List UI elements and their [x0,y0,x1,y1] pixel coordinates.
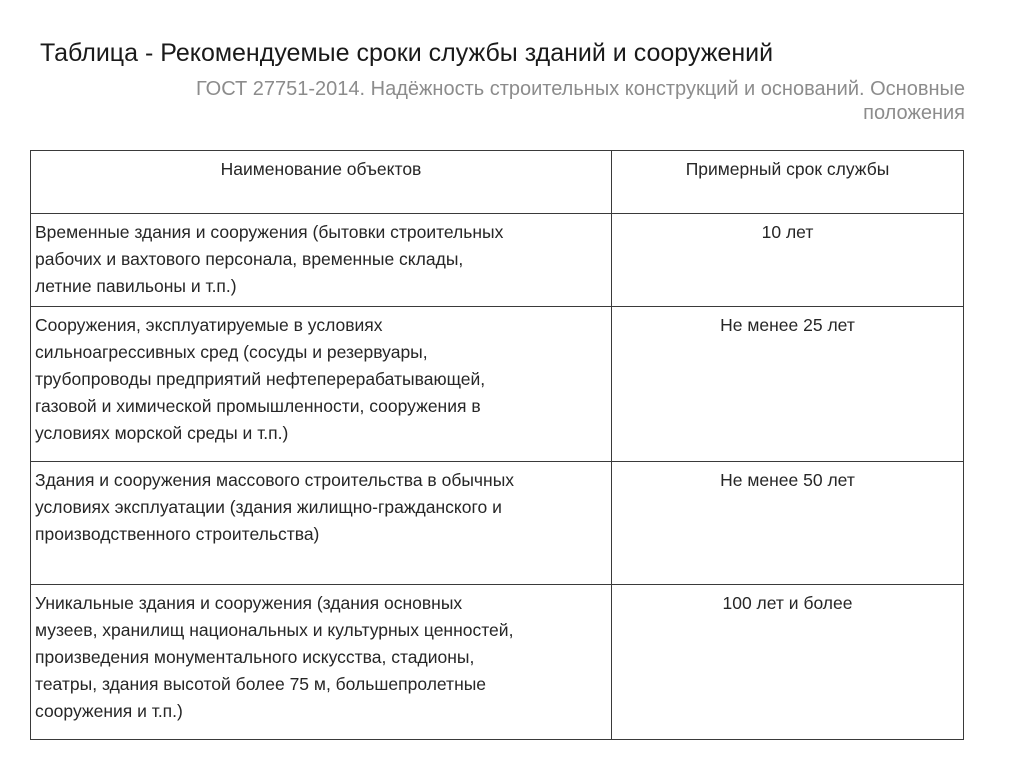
column-header-object-name: Наименование объектов [31,151,612,214]
cell-line: условиях эксплуатации (здания жилищно-гражданского и [35,497,502,517]
cell-line: Уникальные здания и сооружения (здания основных [35,593,463,613]
data-table [30,150,964,740]
service-life-cell: 100 лет и более [612,585,964,740]
cell-line: трубопроводы предприятий нефтеперерабатывающей, [35,369,486,389]
cell-line: произведения монументального искусства, стадионы, [35,647,475,667]
table-row [31,462,964,585]
cell-line: летние павильоны и т.п.) [35,276,237,296]
object-name-cell [31,307,612,462]
table-header-row [31,151,964,214]
cell-line: рабочих и вахтового персонала, временные склады, [35,249,464,269]
cell-line: театры, здания высотой более 75 м, большепролетные [35,674,487,694]
cell-line: музеев, хранилищ национальных и культурных ценностей, [35,620,514,640]
page-subtitle [150,77,965,125]
cell-line: газовой и химической промышленности, сооружения в [35,396,481,416]
service-life-table [30,150,963,740]
cell-line: Здания и сооружения массового строительства в обычных [35,470,515,490]
service-life-cell: Не менее 25 лет [612,307,964,462]
page-title: Таблица - Рекомендуемые сроки службы зданий и сооружений [40,39,774,67]
cell-line: сильноагрессивных сред (сосуды и резервуары, [35,342,428,362]
object-name-cell [31,214,612,307]
table-row [31,307,964,462]
cell-line: сооружения и т.п.) [35,701,183,721]
service-life-cell: 10 лет [612,214,964,307]
object-name-cell [31,462,612,585]
cell-line: условиях морской среды и т.п.) [35,423,289,443]
subtitle-line: положения [863,102,965,124]
cell-line: производственного строительства) [35,524,320,544]
column-header-service-life: Примерный срок службы [612,151,964,214]
table-row [31,214,964,307]
service-life-cell: Не менее 50 лет [612,462,964,585]
table-row [31,585,964,740]
cell-line: Сооружения, эксплуатируемые в условиях [35,315,383,335]
object-name-cell [31,585,612,740]
cell-line: Временные здания и сооружения (бытовки строительных [35,222,504,242]
subtitle-line: ГОСТ 27751-2014. Надёжность строительных конструкций и оснований. Основные [195,78,965,100]
